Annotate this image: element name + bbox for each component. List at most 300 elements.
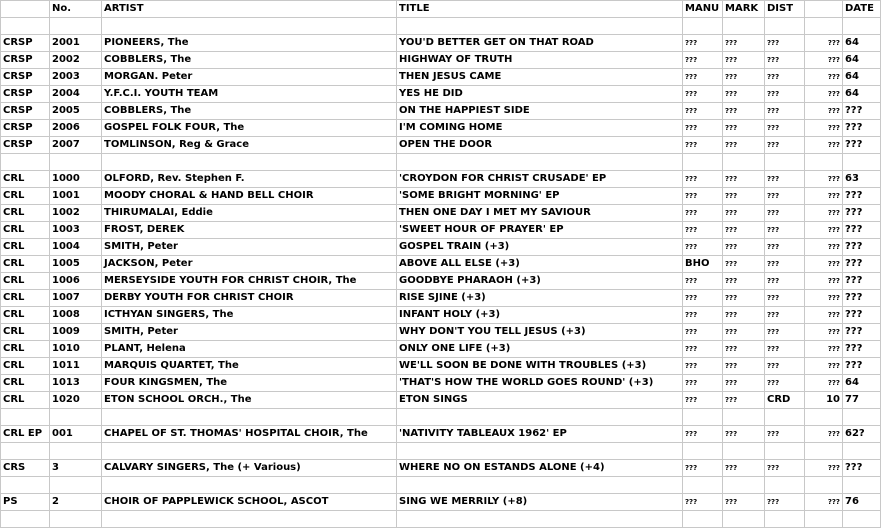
cell-label: PS bbox=[1, 494, 50, 511]
cell-num: ??? bbox=[805, 171, 843, 188]
cell-title: ABOVE ALL ELSE (+3) bbox=[397, 256, 683, 273]
header-manu: MANU bbox=[683, 1, 723, 18]
cell-mark: ??? bbox=[723, 290, 765, 307]
cell-dist: ??? bbox=[765, 256, 805, 273]
cell-no: 1011 bbox=[50, 358, 102, 375]
table-row bbox=[1, 324, 881, 341]
cell-manu: ??? bbox=[683, 460, 723, 477]
cell-mark: ??? bbox=[723, 69, 765, 86]
cell-date bbox=[843, 477, 881, 494]
cell-manu: ??? bbox=[683, 392, 723, 409]
cell-num: ??? bbox=[805, 137, 843, 154]
cell-num: ??? bbox=[805, 494, 843, 511]
cell-date: 64 bbox=[843, 69, 881, 86]
cell-dist: ??? bbox=[765, 307, 805, 324]
cell-manu: ??? bbox=[683, 188, 723, 205]
cell-num: ??? bbox=[805, 341, 843, 358]
cell-label: CRSP bbox=[1, 103, 50, 120]
table-row bbox=[1, 188, 881, 205]
cell-dist: ??? bbox=[765, 35, 805, 52]
cell-artist: THIRUMALAI, Eddie bbox=[102, 205, 397, 222]
cell-no: 1009 bbox=[50, 324, 102, 341]
cell-no: 1003 bbox=[50, 222, 102, 239]
cell-num: ??? bbox=[805, 69, 843, 86]
cell-dist: ??? bbox=[765, 290, 805, 307]
cell-no: 1004 bbox=[50, 239, 102, 256]
cell-label: CRL bbox=[1, 392, 50, 409]
cell-artist: PLANT, Helena bbox=[102, 341, 397, 358]
cell-date: 63 bbox=[843, 171, 881, 188]
header-date: DATE bbox=[843, 1, 881, 18]
cell-manu: ??? bbox=[683, 120, 723, 137]
cell-artist: JACKSON, Peter bbox=[102, 256, 397, 273]
cell-no: 001 bbox=[50, 426, 102, 443]
cell-title: WE'LL SOON BE DONE WITH TROUBLES (+3) bbox=[397, 358, 683, 375]
cell-dist: ??? bbox=[765, 137, 805, 154]
blank-row bbox=[1, 477, 881, 494]
cell-mark: ??? bbox=[723, 494, 765, 511]
header-dist: DIST bbox=[765, 1, 805, 18]
cell-label: CRL bbox=[1, 290, 50, 307]
cell-manu: ??? bbox=[683, 69, 723, 86]
cell-label: CRSP bbox=[1, 35, 50, 52]
header-row bbox=[1, 1, 881, 18]
cell-num bbox=[805, 477, 843, 494]
cell-label bbox=[1, 443, 50, 460]
table-row bbox=[1, 103, 881, 120]
cell-label: CRSP bbox=[1, 69, 50, 86]
cell-mark: ??? bbox=[723, 103, 765, 120]
cell-no: 2007 bbox=[50, 137, 102, 154]
cell-label bbox=[1, 477, 50, 494]
table-row bbox=[1, 86, 881, 103]
cell-title: WHY DON'T YOU TELL JESUS (+3) bbox=[397, 324, 683, 341]
cell-no: 1001 bbox=[50, 188, 102, 205]
blank-row bbox=[1, 511, 881, 528]
cell-dist: ??? bbox=[765, 324, 805, 341]
cell-mark: ??? bbox=[723, 460, 765, 477]
cell-mark: ??? bbox=[723, 341, 765, 358]
cell-num: ??? bbox=[805, 256, 843, 273]
cell-manu: ??? bbox=[683, 239, 723, 256]
cell-title: GOSPEL TRAIN (+3) bbox=[397, 239, 683, 256]
cell-artist: CHAPEL OF ST. THOMAS' HOSPITAL CHOIR, The bbox=[102, 426, 397, 443]
cell-artist: TOMLINSON, Reg & Grace bbox=[102, 137, 397, 154]
cell-num: ??? bbox=[805, 222, 843, 239]
cell-date: ??? bbox=[843, 307, 881, 324]
cell-artist: CHOIR OF PAPPLEWICK SCHOOL, ASCOT bbox=[102, 494, 397, 511]
cell-no: 1020 bbox=[50, 392, 102, 409]
cell-date: ??? bbox=[843, 222, 881, 239]
cell-dist: ??? bbox=[765, 341, 805, 358]
cell-manu: ??? bbox=[683, 205, 723, 222]
cell-label: CRL bbox=[1, 375, 50, 392]
cell-no: 1006 bbox=[50, 273, 102, 290]
header-label bbox=[1, 1, 50, 18]
cell-artist bbox=[102, 511, 397, 528]
cell-date: ??? bbox=[843, 103, 881, 120]
cell-num bbox=[805, 409, 843, 426]
cell-num: ??? bbox=[805, 375, 843, 392]
cell-manu: ??? bbox=[683, 290, 723, 307]
cell-no: 2002 bbox=[50, 52, 102, 69]
cell-dist bbox=[765, 18, 805, 35]
cell-num bbox=[805, 154, 843, 171]
cell-artist bbox=[102, 18, 397, 35]
cell-manu: ??? bbox=[683, 137, 723, 154]
cell-num bbox=[805, 511, 843, 528]
cell-title bbox=[397, 154, 683, 171]
cell-artist: MARQUIS QUARTET, The bbox=[102, 358, 397, 375]
cell-manu: ??? bbox=[683, 341, 723, 358]
cell-mark: ??? bbox=[723, 86, 765, 103]
cell-date: ??? bbox=[843, 290, 881, 307]
cell-dist: ??? bbox=[765, 69, 805, 86]
cell-label: CRL bbox=[1, 256, 50, 273]
header-artist: ARTIST bbox=[102, 1, 397, 18]
cell-mark: ??? bbox=[723, 188, 765, 205]
cell-dist: ??? bbox=[765, 120, 805, 137]
cell-label bbox=[1, 511, 50, 528]
cell-num: ??? bbox=[805, 86, 843, 103]
cell-artist: PIONEERS, The bbox=[102, 35, 397, 52]
cell-date: ??? bbox=[843, 460, 881, 477]
cell-artist: MOODY CHORAL & HAND BELL CHOIR bbox=[102, 188, 397, 205]
cell-label: CRL bbox=[1, 324, 50, 341]
cell-label: CRL bbox=[1, 205, 50, 222]
cell-no: 1002 bbox=[50, 205, 102, 222]
cell-title: THEN JESUS CAME bbox=[397, 69, 683, 86]
cell-date: 77 bbox=[843, 392, 881, 409]
cell-dist bbox=[765, 409, 805, 426]
cell-label: CRL bbox=[1, 222, 50, 239]
cell-label: CRSP bbox=[1, 52, 50, 69]
cell-date: ??? bbox=[843, 137, 881, 154]
cell-date: 62? bbox=[843, 426, 881, 443]
cell-label: CRL bbox=[1, 273, 50, 290]
cell-no bbox=[50, 409, 102, 426]
cell-no: 2005 bbox=[50, 103, 102, 120]
cell-title: YOU'D BETTER GET ON THAT ROAD bbox=[397, 35, 683, 52]
cell-no: 3 bbox=[50, 460, 102, 477]
cell-title: WHERE NO ON ESTANDS ALONE (+4) bbox=[397, 460, 683, 477]
cell-num: ??? bbox=[805, 205, 843, 222]
cell-dist: ??? bbox=[765, 171, 805, 188]
cell-no: 2004 bbox=[50, 86, 102, 103]
cell-title: 'SWEET HOUR OF PRAYER' EP bbox=[397, 222, 683, 239]
cell-num: ??? bbox=[805, 52, 843, 69]
cell-manu bbox=[683, 409, 723, 426]
cell-num: ??? bbox=[805, 290, 843, 307]
cell-manu bbox=[683, 18, 723, 35]
cell-date: 64 bbox=[843, 35, 881, 52]
cell-no: 2 bbox=[50, 494, 102, 511]
cell-num: ??? bbox=[805, 35, 843, 52]
cell-title: 'CROYDON FOR CHRIST CRUSADE' EP bbox=[397, 171, 683, 188]
cell-dist: ??? bbox=[765, 52, 805, 69]
cell-title: ETON SINGS bbox=[397, 392, 683, 409]
cell-dist: ??? bbox=[765, 273, 805, 290]
cell-no bbox=[50, 511, 102, 528]
cell-num: ??? bbox=[805, 239, 843, 256]
cell-label: CRS bbox=[1, 460, 50, 477]
cell-date: 64 bbox=[843, 375, 881, 392]
cell-manu: ??? bbox=[683, 307, 723, 324]
cell-num bbox=[805, 18, 843, 35]
table-row bbox=[1, 273, 881, 290]
cell-date: ??? bbox=[843, 256, 881, 273]
cell-date bbox=[843, 409, 881, 426]
header-num bbox=[805, 1, 843, 18]
cell-manu: ??? bbox=[683, 324, 723, 341]
cell-mark bbox=[723, 154, 765, 171]
cell-artist bbox=[102, 443, 397, 460]
table-row bbox=[1, 222, 881, 239]
cell-mark: ??? bbox=[723, 239, 765, 256]
cell-manu: ??? bbox=[683, 86, 723, 103]
cell-manu: ??? bbox=[683, 358, 723, 375]
cell-no: 1000 bbox=[50, 171, 102, 188]
cell-title bbox=[397, 511, 683, 528]
cell-mark bbox=[723, 18, 765, 35]
cell-label: CRSP bbox=[1, 86, 50, 103]
blank-row bbox=[1, 18, 881, 35]
cell-mark: ??? bbox=[723, 256, 765, 273]
cell-num: 10 bbox=[805, 392, 843, 409]
cell-title: GOODBYE PHARAOH (+3) bbox=[397, 273, 683, 290]
cell-title bbox=[397, 443, 683, 460]
cell-title: RISE SJINE (+3) bbox=[397, 290, 683, 307]
cell-num: ??? bbox=[805, 273, 843, 290]
cell-label: CRSP bbox=[1, 137, 50, 154]
cell-artist: MORGAN. Peter bbox=[102, 69, 397, 86]
cell-dist bbox=[765, 443, 805, 460]
table-row bbox=[1, 307, 881, 324]
cell-mark: ??? bbox=[723, 273, 765, 290]
cell-no: 2001 bbox=[50, 35, 102, 52]
cell-date: ??? bbox=[843, 188, 881, 205]
cell-num: ??? bbox=[805, 307, 843, 324]
cell-title: ONLY ONE LIFE (+3) bbox=[397, 341, 683, 358]
table-row bbox=[1, 256, 881, 273]
cell-artist bbox=[102, 154, 397, 171]
table-row bbox=[1, 341, 881, 358]
table-row bbox=[1, 239, 881, 256]
table-row bbox=[1, 375, 881, 392]
cell-dist: CRD bbox=[765, 392, 805, 409]
cell-manu bbox=[683, 154, 723, 171]
header-title: TITLE bbox=[397, 1, 683, 18]
cell-mark: ??? bbox=[723, 222, 765, 239]
cell-no bbox=[50, 154, 102, 171]
header-no: No. bbox=[50, 1, 102, 18]
table-row bbox=[1, 69, 881, 86]
cell-artist bbox=[102, 409, 397, 426]
table-row bbox=[1, 290, 881, 307]
table-row bbox=[1, 137, 881, 154]
cell-title: HIGHWAY OF TRUTH bbox=[397, 52, 683, 69]
cell-num: ??? bbox=[805, 358, 843, 375]
cell-num: ??? bbox=[805, 324, 843, 341]
cell-date: ??? bbox=[843, 358, 881, 375]
cell-manu: ??? bbox=[683, 375, 723, 392]
cell-mark: ??? bbox=[723, 137, 765, 154]
cell-artist: DERBY YOUTH FOR CHRIST CHOIR bbox=[102, 290, 397, 307]
cell-label: CRL EP bbox=[1, 426, 50, 443]
cell-dist: ??? bbox=[765, 188, 805, 205]
blank-row bbox=[1, 154, 881, 171]
cell-date: 64 bbox=[843, 52, 881, 69]
cell-label: CRL bbox=[1, 171, 50, 188]
cell-title: 'NATIVITY TABLEAUX 1962' EP bbox=[397, 426, 683, 443]
cell-title: YES HE DID bbox=[397, 86, 683, 103]
blank-row bbox=[1, 443, 881, 460]
cell-date: 76 bbox=[843, 494, 881, 511]
cell-mark: ??? bbox=[723, 52, 765, 69]
table-row bbox=[1, 171, 881, 188]
cell-mark bbox=[723, 443, 765, 460]
cell-date bbox=[843, 511, 881, 528]
blank-row bbox=[1, 409, 881, 426]
cell-manu bbox=[683, 511, 723, 528]
cell-mark: ??? bbox=[723, 171, 765, 188]
cell-dist: ??? bbox=[765, 239, 805, 256]
cell-label bbox=[1, 154, 50, 171]
cell-title: 'SOME BRIGHT MORNING' EP bbox=[397, 188, 683, 205]
cell-mark: ??? bbox=[723, 307, 765, 324]
cell-label: CRL bbox=[1, 341, 50, 358]
table-row bbox=[1, 426, 881, 443]
cell-no: 2003 bbox=[50, 69, 102, 86]
cell-mark: ??? bbox=[723, 392, 765, 409]
cell-no bbox=[50, 477, 102, 494]
cell-title: 'THAT'S HOW THE WORLD GOES ROUND' (+3) bbox=[397, 375, 683, 392]
cell-label: CRL bbox=[1, 358, 50, 375]
cell-artist: ETON SCHOOL ORCH., The bbox=[102, 392, 397, 409]
cell-manu: BHO bbox=[683, 256, 723, 273]
cell-dist: ??? bbox=[765, 222, 805, 239]
cell-no: 1013 bbox=[50, 375, 102, 392]
cell-no bbox=[50, 18, 102, 35]
cell-manu: ??? bbox=[683, 52, 723, 69]
cell-title: SING WE MERRILY (+8) bbox=[397, 494, 683, 511]
cell-title: ON THE HAPPIEST SIDE bbox=[397, 103, 683, 120]
cell-dist: ??? bbox=[765, 86, 805, 103]
table-row bbox=[1, 120, 881, 137]
cell-manu bbox=[683, 477, 723, 494]
cell-title: OPEN THE DOOR bbox=[397, 137, 683, 154]
cell-num: ??? bbox=[805, 120, 843, 137]
cell-artist: CALVARY SINGERS, The (+ Various) bbox=[102, 460, 397, 477]
cell-artist: FOUR KINGSMEN, The bbox=[102, 375, 397, 392]
cell-num: ??? bbox=[805, 103, 843, 120]
table-row bbox=[1, 358, 881, 375]
cell-label: CRL bbox=[1, 307, 50, 324]
cell-artist bbox=[102, 477, 397, 494]
cell-manu: ??? bbox=[683, 171, 723, 188]
cell-date: ??? bbox=[843, 273, 881, 290]
cell-no: 1010 bbox=[50, 341, 102, 358]
cell-manu: ??? bbox=[683, 494, 723, 511]
cell-date bbox=[843, 154, 881, 171]
cell-dist bbox=[765, 511, 805, 528]
cell-artist: SMITH, Peter bbox=[102, 239, 397, 256]
cell-title: THEN ONE DAY I MET MY SAVIOUR bbox=[397, 205, 683, 222]
cell-no bbox=[50, 443, 102, 460]
cell-manu: ??? bbox=[683, 222, 723, 239]
cell-mark: ??? bbox=[723, 35, 765, 52]
cell-mark: ??? bbox=[723, 324, 765, 341]
cell-artist: GOSPEL FOLK FOUR, The bbox=[102, 120, 397, 137]
cell-title: INFANT HOLY (+3) bbox=[397, 307, 683, 324]
cell-date: ??? bbox=[843, 324, 881, 341]
cell-artist: Y.F.C.I. YOUTH TEAM bbox=[102, 86, 397, 103]
cell-dist: ??? bbox=[765, 103, 805, 120]
cell-date: 64 bbox=[843, 86, 881, 103]
cell-mark: ??? bbox=[723, 375, 765, 392]
cell-title: I'M COMING HOME bbox=[397, 120, 683, 137]
cell-dist: ??? bbox=[765, 494, 805, 511]
cell-num: ??? bbox=[805, 426, 843, 443]
table-row bbox=[1, 392, 881, 409]
cell-date: ??? bbox=[843, 120, 881, 137]
cell-dist: ??? bbox=[765, 358, 805, 375]
cell-no: 1007 bbox=[50, 290, 102, 307]
cell-title bbox=[397, 477, 683, 494]
cell-dist: ??? bbox=[765, 375, 805, 392]
cell-dist: ??? bbox=[765, 460, 805, 477]
cell-mark bbox=[723, 409, 765, 426]
cell-date bbox=[843, 18, 881, 35]
table-row bbox=[1, 35, 881, 52]
cell-num: ??? bbox=[805, 460, 843, 477]
cell-manu: ??? bbox=[683, 273, 723, 290]
table-row bbox=[1, 494, 881, 511]
cell-artist: COBBLERS, The bbox=[102, 103, 397, 120]
cell-artist: OLFORD, Rev. Stephen F. bbox=[102, 171, 397, 188]
cell-mark: ??? bbox=[723, 120, 765, 137]
cell-artist: ICTHYAN SINGERS, The bbox=[102, 307, 397, 324]
cell-title bbox=[397, 409, 683, 426]
cell-label: CRL bbox=[1, 188, 50, 205]
cell-title bbox=[397, 18, 683, 35]
cell-manu bbox=[683, 443, 723, 460]
cell-label bbox=[1, 409, 50, 426]
cell-mark: ??? bbox=[723, 426, 765, 443]
cell-label: CRSP bbox=[1, 120, 50, 137]
cell-dist: ??? bbox=[765, 426, 805, 443]
cell-dist: ??? bbox=[765, 205, 805, 222]
cell-mark bbox=[723, 477, 765, 494]
table-row bbox=[1, 460, 881, 477]
cell-manu: ??? bbox=[683, 426, 723, 443]
cell-artist: SMITH, Peter bbox=[102, 324, 397, 341]
table-row bbox=[1, 52, 881, 69]
cell-label: CRL bbox=[1, 239, 50, 256]
cell-manu: ??? bbox=[683, 35, 723, 52]
cell-dist bbox=[765, 477, 805, 494]
cell-no: 1008 bbox=[50, 307, 102, 324]
cell-date: ??? bbox=[843, 239, 881, 256]
cell-dist bbox=[765, 154, 805, 171]
cell-num bbox=[805, 443, 843, 460]
cell-artist: COBBLERS, The bbox=[102, 52, 397, 69]
cell-no: 2006 bbox=[50, 120, 102, 137]
cell-mark: ??? bbox=[723, 358, 765, 375]
cell-date: ??? bbox=[843, 341, 881, 358]
cell-artist: MERSEYSIDE YOUTH FOR CHRIST CHOIR, The bbox=[102, 273, 397, 290]
cell-manu: ??? bbox=[683, 103, 723, 120]
